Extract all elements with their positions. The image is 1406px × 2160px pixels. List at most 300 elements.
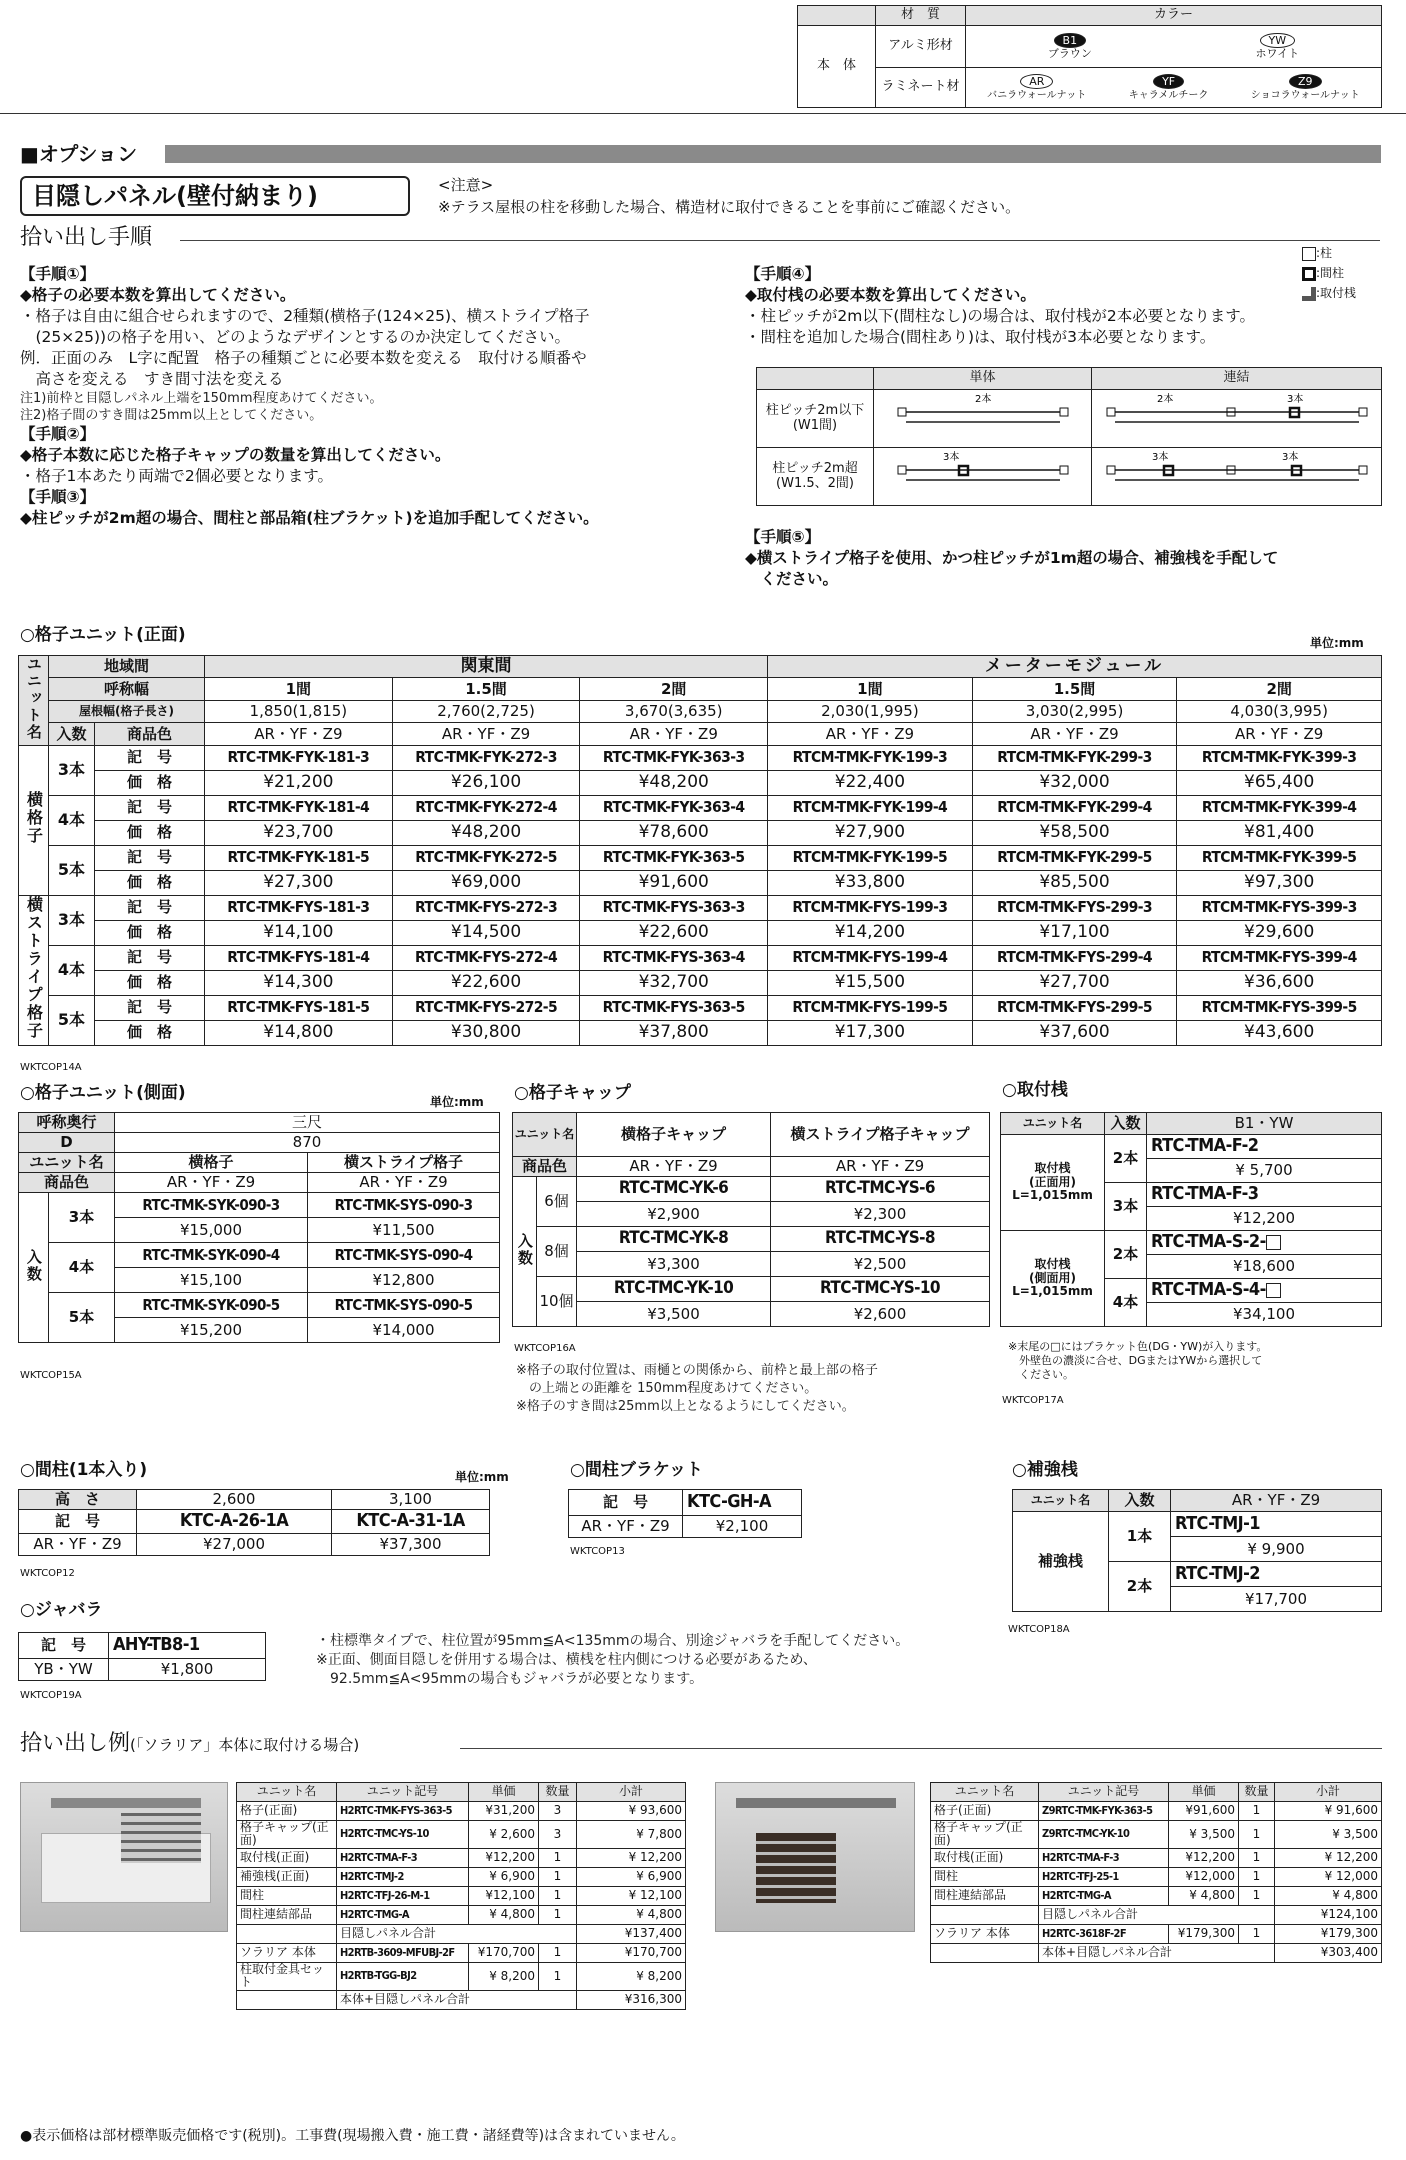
post-shape (1359, 408, 1367, 416)
step-heading: 【手順⑤】 (745, 528, 821, 546)
example-photo-2 (715, 1782, 915, 1932)
unit-label: 単位:mm (455, 1470, 509, 1484)
legend-label: :柱 (1316, 246, 1333, 260)
cell: 1 (1239, 1802, 1275, 1821)
roof-value: 1,850(1,815) (205, 700, 393, 722)
divider (180, 240, 1380, 241)
qty-value: 2本 (1105, 1231, 1147, 1279)
group-text: (側面用) (1029, 1270, 1076, 1285)
price: ¥27,900 (768, 820, 973, 845)
example-photo-1 (20, 1782, 228, 1932)
cell: 1 (1239, 1886, 1275, 1905)
qty-value: 4本 (49, 1243, 115, 1293)
header-cell: 単価 (469, 1783, 539, 1802)
label-price: 価 格 (95, 1020, 205, 1045)
header-code: 記 号 (569, 1490, 683, 1516)
header-single: 単体 (874, 368, 1092, 390)
header-meter: メーターモジュール (768, 656, 1382, 678)
price: ¥15,200 (115, 1318, 308, 1343)
product-code: RTC-TMK-FYK-181-5 (205, 845, 393, 870)
product-code: RTC-TMC-YK-8 (577, 1227, 771, 1252)
unit-code: H2RTC-TMA-F-3 (337, 1848, 469, 1867)
color-chip-b1: B1 (1054, 33, 1087, 48)
sum-value: ¥137,400 (577, 1924, 686, 1943)
color-name: バニラウォールナット (987, 89, 1087, 101)
sum-label: 目隠しパネル合計 (337, 1924, 577, 1943)
diagram-single-3 (883, 449, 1083, 499)
cell: 1 (1239, 1924, 1275, 1943)
header-color: AR・YF・Z9 (1171, 1490, 1382, 1512)
example-table-2 (930, 1782, 1382, 1963)
step-bullet: (25×25))の格子を用い、どのようなデザインとするのか決定してください。 (20, 328, 570, 346)
option-header-bar (165, 145, 1381, 163)
product-code: RTC-TMK-FYS-363-5 (580, 995, 768, 1020)
product-code: RTCM-TMK-FYK-199-3 (768, 745, 973, 770)
label-price: 価 格 (95, 920, 205, 945)
step-note: 注1)前枠と目隠しパネル上端を150mm程度あけてください。 (20, 391, 383, 406)
height-value: 2,600 (137, 1490, 332, 1510)
product-code: RTC-TMA-S-4- (1151, 1279, 1266, 1301)
group-side (1001, 1231, 1105, 1327)
color-name: ブラウン (1047, 47, 1092, 61)
color-value: AR・YF・Z9 (19, 1534, 137, 1556)
price: ¥27,000 (137, 1534, 332, 1556)
product-code: RTC-TMA-S-2- (1151, 1231, 1266, 1253)
product-code: RTCM-TMK-FYS-399-5 (1177, 995, 1382, 1020)
mounting-bar-table (1000, 1112, 1382, 1327)
figure-code: WKTCOP13 (570, 1546, 625, 1557)
header-cell: ユニット記号 (337, 1783, 469, 1802)
cell: ¥ 4,800 (1169, 1886, 1239, 1905)
color-chip-yw: YW (1260, 33, 1296, 48)
footer-note: ●表示価格は部材標準販売価格です(税別)。工事費(現場搬入費・施工費・諸経費等)は含まれていません。 (20, 2128, 685, 2144)
unit-code: Z9RTC-TMC-YK-10 (1039, 1821, 1169, 1849)
price: ¥22,400 (768, 770, 973, 795)
price: ¥21,200 (205, 770, 393, 795)
header-depth: 呼称奥行 (19, 1113, 115, 1133)
product-code: RTC-TMK-FYK-181-4 (205, 795, 393, 820)
price: ¥18,600 (1147, 1255, 1382, 1279)
cell (237, 1924, 337, 1943)
header-yoko: 横格子キャップ (577, 1113, 771, 1157)
color-value: AR・YF・Z9 (580, 723, 768, 745)
note-line: ※格子の取付位置は、雨樋との関係から、前枠と最上部の格子 (516, 1363, 878, 1378)
cell: ¥170,700 (469, 1943, 539, 1962)
price: ¥33,800 (768, 870, 973, 895)
qty-value: 5本 (49, 1293, 115, 1343)
bracket-table (568, 1489, 802, 1538)
color-value: AR・YF・Z9 (308, 1173, 500, 1193)
figure-code: WKTCOP15A (20, 1370, 82, 1381)
color-box (1266, 1283, 1281, 1298)
group-text: 横格子 (24, 791, 44, 846)
qty-group (513, 1177, 537, 1327)
cell: 1 (539, 1886, 577, 1905)
color-value: AR・YF・Z9 (771, 1157, 990, 1177)
figure-code: WKTCOP14A (20, 1062, 82, 1073)
price: ¥12,200 (1147, 1207, 1382, 1231)
group-text: L=1,015mm (1012, 1188, 1093, 1203)
section-title: ○補強桟 (1012, 1460, 1078, 1480)
header-qty: 入数 (1109, 1490, 1171, 1512)
header-region: 地域間 (49, 656, 205, 678)
sum-value: ¥303,400 (1275, 1943, 1382, 1962)
diagram-label: 3本 (1286, 394, 1303, 406)
row-label (757, 448, 874, 506)
product-code: RTCM-TMK-FYK-299-3 (972, 745, 1177, 770)
section-title: ○間柱(1本入り) (20, 1460, 148, 1480)
color-value: AR・YF・Z9 (768, 723, 973, 745)
roof-value: 3,030(2,995) (972, 700, 1177, 722)
post-shape (1107, 466, 1115, 474)
cell (798, 6, 876, 26)
product-code: RTC-TMJ-1 (1171, 1512, 1382, 1537)
price: ¥3,300 (577, 1252, 771, 1277)
price: ¥ 5,700 (1147, 1159, 1382, 1183)
sum-label: 本体+目隠しパネル合計 (337, 1990, 577, 2009)
price: ¥26,100 (392, 770, 580, 795)
cell: ¥31,200 (469, 1802, 539, 1821)
sum-label: 本体+目隠しパネル合計 (1039, 1943, 1275, 1962)
header-d: D (19, 1133, 115, 1153)
section-title: ○取付桟 (1002, 1080, 1068, 1100)
unit-code: H2RTC-TFJ-25-1 (1039, 1867, 1169, 1886)
unit-code: H2RTC-TFJ-26-M-1 (337, 1886, 469, 1905)
cell: ¥12,000 (1169, 1867, 1239, 1886)
unit-code: H2RTC-TMG-A (337, 1905, 469, 1924)
diagram-label: 3本 (942, 452, 959, 464)
qty-value: 10個 (537, 1277, 577, 1327)
header-unitname: ユニット名 (19, 1153, 115, 1173)
color-value: AR・YF・Z9 (577, 1157, 771, 1177)
header-height: 高 さ (19, 1490, 137, 1510)
price: ¥29,600 (1177, 920, 1382, 945)
product-code: RTC-TMA-F-3 (1147, 1183, 1382, 1207)
cell: 1 (539, 1867, 577, 1886)
unit-code: Z9RTC-TMK-FYK-363-5 (1039, 1802, 1169, 1821)
note-line: の上端との距離を 150mm程度あけてください。 (516, 1381, 818, 1396)
header-qty: 入数 (1105, 1113, 1147, 1135)
color-value: AR・YF・Z9 (569, 1516, 683, 1538)
qty-value: 1本 (1109, 1512, 1171, 1562)
width-value: 2間 (580, 678, 768, 700)
jabara-notes (316, 1632, 909, 1689)
note-line: 外壁色の濃淡に合せ、DGまたはYWから選択して (1008, 1354, 1263, 1367)
bar-notes (1008, 1340, 1267, 1382)
color-chip-z9: Z9 (1289, 74, 1322, 89)
row-label-text: 柱ピッチ2m以下 (765, 402, 865, 418)
cell: 間柱連結部品 (931, 1886, 1039, 1905)
price: ¥23,700 (205, 820, 393, 845)
cell: ¥12,200 (469, 1848, 539, 1867)
cell: ¥ 12,100 (577, 1886, 686, 1905)
unit-label: 単位:mm (430, 1095, 484, 1109)
price: ¥32,000 (972, 770, 1177, 795)
product-code: RTC-TMK-SYS-090-3 (308, 1193, 500, 1218)
price: ¥2,500 (771, 1252, 990, 1277)
qty-group (19, 1193, 49, 1343)
step-text: ◆取付桟の必要本数を算出してください。 (745, 286, 1036, 304)
diagram-cell (1092, 390, 1382, 448)
product-code: RTC-TMK-SYS-090-5 (308, 1293, 500, 1318)
unit-side-table (18, 1112, 500, 1343)
price: ¥37,800 (580, 1020, 768, 1045)
qty-value: 3本 (49, 895, 95, 945)
price: ¥22,600 (580, 920, 768, 945)
product-code: RTC-TMK-SYK-090-5 (115, 1293, 308, 1318)
price: ¥17,300 (768, 1020, 973, 1045)
price: ¥69,000 (392, 870, 580, 895)
divider (460, 1748, 1382, 1749)
price: ¥32,700 (580, 970, 768, 995)
cell: 取付桟(正面) (237, 1848, 337, 1867)
procedure-title: 拾い出し手順 (20, 225, 153, 250)
price: ¥2,900 (577, 1202, 771, 1227)
header-color: カラー (966, 6, 1382, 26)
product-code: RTC-TMC-YS-6 (771, 1177, 990, 1202)
roof-shape (736, 1798, 896, 1808)
price: ¥81,400 (1177, 820, 1382, 845)
sum-value: ¥316,300 (577, 1990, 686, 2009)
price: ¥27,700 (972, 970, 1177, 995)
roof-value: 2,030(1,995) (768, 700, 973, 722)
caution-text: ※テラス屋根の柱を移動した場合、構造材に取付できることを事前にご確認ください。 (438, 198, 1021, 216)
example-title-text: 拾い出し例 (20, 1731, 131, 1756)
cell: ソラリア 本体 (931, 1924, 1039, 1943)
width-value: 1間 (205, 678, 393, 700)
color-name: キャラメルチーク (1128, 89, 1209, 101)
step-text: ◆横ストライプ格子を使用、かつ柱ピッチが1m超の場合、補強桟を手配して (745, 549, 1279, 567)
note-line: ください。 (1008, 1368, 1074, 1381)
step-heading: 【手順④】 (745, 265, 821, 283)
cell: 格子(正面) (237, 1802, 337, 1821)
example-subtitle: (「ソラリア」本体に取付ける場合) (130, 1736, 360, 1754)
step-heading: 【手順③】 (20, 488, 96, 506)
row-label-text: (W1間) (792, 417, 838, 433)
cell: 柱取付金具セット (237, 1962, 337, 1990)
header-roof: 屋根幅(格子長さ) (49, 700, 205, 722)
product-code: RTC-TMK-SYK-090-4 (115, 1243, 308, 1268)
cell: ¥ 12,000 (1275, 1867, 1382, 1886)
color-name: ホワイト (1255, 47, 1300, 61)
product-code: RTCM-TMK-FYS-399-4 (1177, 945, 1382, 970)
price: ¥14,100 (205, 920, 393, 945)
header-cell: 数量 (1239, 1783, 1275, 1802)
group-text: 取付桟 (1034, 1161, 1071, 1176)
header-color: 商品色 (19, 1173, 115, 1193)
figure-code: WKTCOP17A (1002, 1395, 1064, 1406)
product-code: RTC-TMK-FYK-272-5 (392, 845, 580, 870)
cell: 1 (1239, 1848, 1275, 1867)
group-text: 横ストライプ格子 (24, 896, 44, 1041)
row-label-text: (W1.5、2間) (776, 475, 854, 491)
price: ¥27,300 (205, 870, 393, 895)
price: ¥34,100 (1147, 1303, 1382, 1327)
lam-label: ラミネート材 (876, 68, 966, 108)
height-value: 3,100 (332, 1490, 490, 1510)
step-text: ください。 (745, 570, 839, 588)
price: ¥48,200 (580, 770, 768, 795)
diagram-single-2 (883, 391, 1083, 441)
price: ¥11,500 (308, 1218, 500, 1243)
group-text: 入数 (515, 1232, 534, 1267)
cell: ¥ 93,600 (577, 1802, 686, 1821)
section-title: ○格子ユニット(側面) (20, 1083, 186, 1103)
header-nominal: 呼称幅 (49, 678, 205, 700)
price: ¥14,500 (392, 920, 580, 945)
step-text: ◆格子本数に応じた格子キャップの数量を算出してください。 (20, 446, 451, 464)
diagram-linked (1102, 391, 1372, 441)
header-linked: 連結 (1092, 368, 1382, 390)
product-code: KTC-GH-A (683, 1490, 802, 1516)
step-bullet: ・格子1本あたり両端で2個必要となります。 (20, 467, 333, 485)
diagram-cell (1092, 448, 1382, 506)
cell: ¥170,700 (577, 1943, 686, 1962)
product-code: RTCM-TMK-FYK-199-5 (768, 845, 973, 870)
post-shape (1060, 408, 1068, 416)
price: ¥14,800 (205, 1020, 393, 1045)
qty-value: 2本 (1105, 1135, 1147, 1183)
header-stripe: 横ストライプ格子 (308, 1153, 500, 1173)
product-code: RTC-TMK-FYK-363-4 (580, 795, 768, 820)
cell: 間柱 (931, 1867, 1039, 1886)
qty-value: 3本 (49, 1193, 115, 1243)
product-code: RTC-TMC-YK-6 (577, 1177, 771, 1202)
divider (0, 113, 1406, 114)
unit-label: 単位:mm (1310, 636, 1364, 650)
roof-shape (51, 1798, 201, 1808)
product-code: RTCM-TMK-FYS-399-3 (1177, 895, 1382, 920)
step-bullet: ・間柱を追加した場合(間柱あり)は、取付桟が3本必要となります。 (745, 328, 1216, 346)
post-shape (1107, 408, 1115, 416)
step-heading: 【手順①】 (20, 265, 96, 283)
cell (237, 1990, 337, 2009)
cell: ソラリア 本体 (237, 1943, 337, 1962)
price: ¥3,500 (577, 1302, 771, 1327)
caution-title: <注意> (438, 176, 494, 194)
cell: 1 (539, 1943, 577, 1962)
d-value: 870 (115, 1133, 500, 1153)
roof-value: 4,030(3,995) (1177, 700, 1382, 722)
steps-left (20, 264, 735, 529)
cell: ¥ 4,800 (577, 1905, 686, 1924)
lam-colors (966, 68, 1382, 108)
color-value: AR・YF・Z9 (205, 723, 393, 745)
price: ¥65,400 (1177, 770, 1382, 795)
group-text: L=1,015mm (1012, 1284, 1093, 1299)
cell: 格子キャップ(正面) (237, 1821, 337, 1849)
qty-value: 4本 (49, 795, 95, 845)
cell: 1 (1239, 1821, 1275, 1849)
price: ¥1,800 (109, 1659, 266, 1681)
cell (931, 1943, 1039, 1962)
qty-value: 5本 (49, 995, 95, 1045)
code-cell (1147, 1279, 1382, 1303)
price: ¥78,600 (580, 820, 768, 845)
cell: ¥ 91,600 (1275, 1802, 1382, 1821)
header-cell: 小計 (577, 1783, 686, 1802)
price: ¥48,200 (392, 820, 580, 845)
cell (931, 1905, 1039, 1924)
header-cell: 小計 (1275, 1783, 1382, 1802)
roof-value: 2,760(2,725) (392, 700, 580, 722)
product-code: RTC-TMK-FYK-181-3 (205, 745, 393, 770)
product-code: RTCM-TMK-FYK-299-5 (972, 845, 1177, 870)
header-unitname: ユニット名 (1013, 1490, 1109, 1512)
group-front (1001, 1135, 1105, 1231)
unit-code: H2RTC-TMJ-2 (337, 1867, 469, 1886)
cell: ¥179,300 (1275, 1924, 1382, 1943)
depth-value: 三尺 (115, 1113, 500, 1133)
header-cell: ユニット名 (237, 1783, 337, 1802)
cell: 1 (1239, 1867, 1275, 1886)
example-title (20, 1730, 359, 1758)
section-title: ○格子ユニット(正面) (20, 625, 186, 645)
product-code: RTCM-TMK-FYS-299-4 (972, 945, 1177, 970)
price: ¥36,600 (1177, 970, 1382, 995)
alu-label: アルミ形材 (876, 26, 966, 68)
step-text: ◆格子の必要本数を算出してください。 (20, 286, 296, 304)
product-code: RTC-TMC-YS-10 (771, 1277, 990, 1302)
cell: ¥ 4,800 (1275, 1886, 1382, 1905)
qty-value: 3本 (49, 745, 95, 795)
product-code: RTC-TMJ-2 (1171, 1562, 1382, 1587)
alu-colors (966, 26, 1382, 68)
product-code: RTCM-TMK-FYK-399-4 (1177, 795, 1382, 820)
price: ¥2,100 (683, 1516, 802, 1538)
product-code: RTCM-TMK-FYK-399-5 (1177, 845, 1382, 870)
header-text: ユニット名 (24, 656, 43, 741)
product-code: RTCM-TMK-FYS-299-3 (972, 895, 1177, 920)
product-code: RTC-TMK-FYS-181-3 (205, 895, 393, 920)
unit-code: H2RTC-TMK-FYS-363-5 (337, 1802, 469, 1821)
label-code: 記 号 (95, 945, 205, 970)
figure-code: WKTCOP18A (1008, 1624, 1070, 1635)
price: ¥15,100 (115, 1268, 308, 1293)
post-shape (1359, 466, 1367, 474)
color-value: AR・YF・Z9 (972, 723, 1177, 745)
post-shape (898, 408, 906, 416)
unitname-header (19, 656, 49, 746)
price: ¥37,300 (332, 1534, 490, 1556)
page-title: 目隠しパネル(壁付納まり) (20, 176, 410, 216)
roof-value: 3,670(3,635) (580, 700, 768, 722)
group-text: (正面用) (1029, 1174, 1076, 1189)
cell: ¥12,200 (1169, 1848, 1239, 1867)
color-chip-yf: YF (1153, 74, 1184, 89)
cap-table (512, 1112, 990, 1327)
header-cell: 単価 (1169, 1783, 1239, 1802)
price: ¥15,500 (768, 970, 973, 995)
note-line: ※正面、側面目隠しを併用する場合は、横桟を柱内側につける必要があるため、 (316, 1652, 817, 1668)
header-material: 材 質 (876, 6, 966, 26)
diagram-cell (874, 448, 1092, 506)
row-label-text: 柱ピッチ2m超 (772, 460, 858, 476)
step-bullet: ・柱ピッチが2m以下(間柱なし)の場合は、取付桟が2本必要となります。 (745, 307, 1256, 325)
product-code: RTCM-TMK-FYK-199-4 (768, 795, 973, 820)
step-note: 注2)格子間のすき間は25mm以上としてください。 (20, 408, 323, 423)
note-line: 92.5mm≦A<95mmの場合もジャバラが必要となります。 (316, 1671, 704, 1687)
cell: 1 (539, 1962, 577, 1990)
width-value: 1.5間 (972, 678, 1177, 700)
price: ¥17,700 (1171, 1587, 1382, 1612)
price: ¥15,000 (115, 1218, 308, 1243)
price: ¥85,500 (972, 870, 1177, 895)
header-unitname: ユニット名 (1001, 1113, 1105, 1135)
diagram-label: 3本 (1151, 452, 1168, 464)
product-code: RTC-TMK-FYK-363-3 (580, 745, 768, 770)
diagram-label: 2本 (974, 394, 991, 406)
